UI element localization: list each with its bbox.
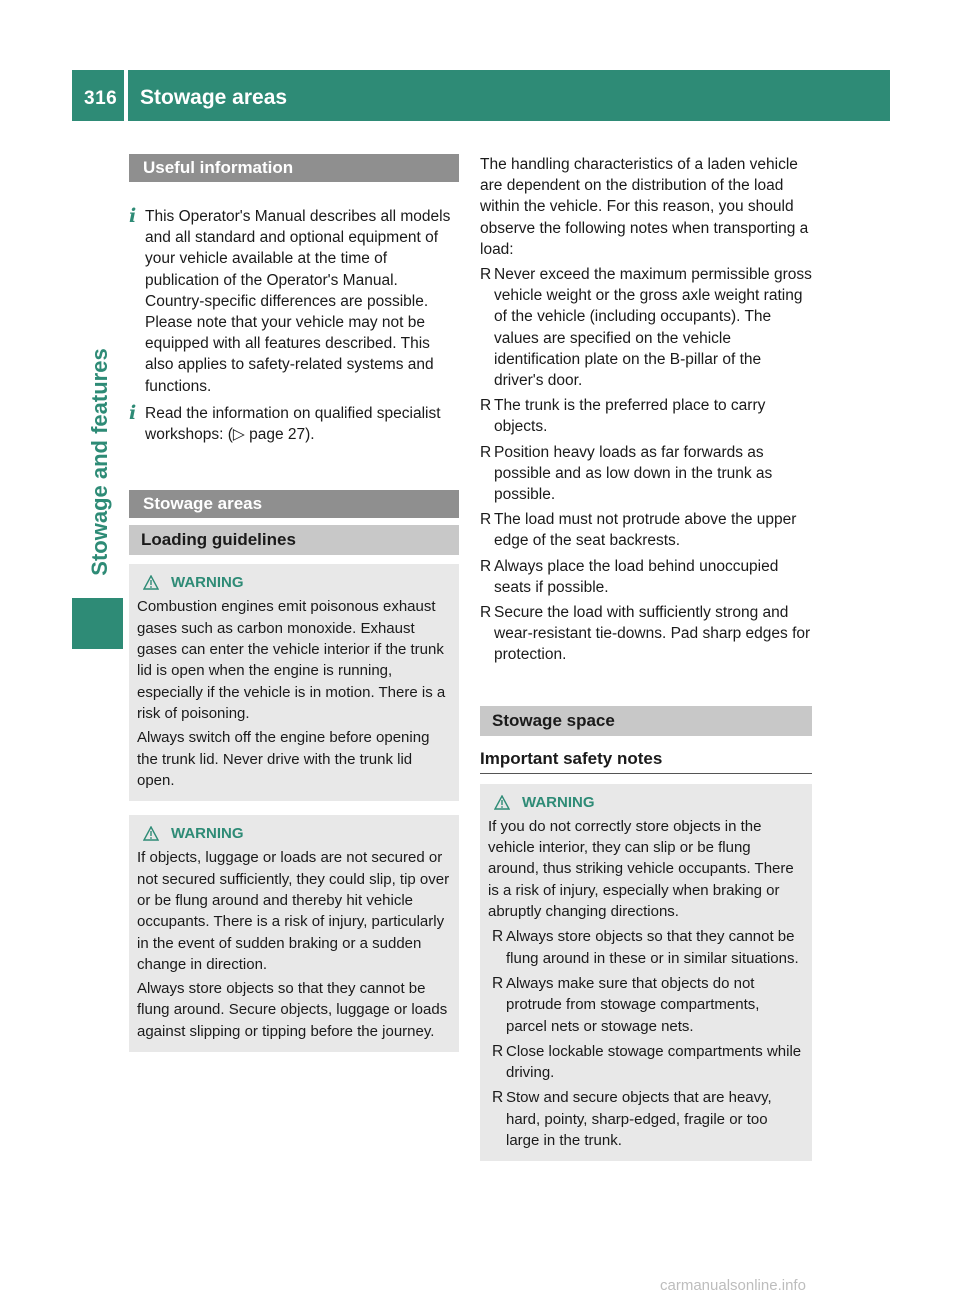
bullet-marker: R [480,604,492,622]
warning-triangle-icon [494,795,510,810]
bullet-marker: R [492,928,504,946]
page-title: Stowage areas [140,86,288,109]
section-heading-text: Useful information [143,158,294,177]
warning-box [480,784,812,1162]
warning-box [129,815,459,1052]
subsection-heading-loading-guidelines [129,525,459,555]
section-heading-stowage-areas [129,490,459,518]
bullet-marker: R [492,1042,504,1060]
warning-text: If you do not correctly store objects in the vehicle interior, they can slip or be flung around, thus striking vehicle occupants. There is a risk of injury, especially when braking or abruptly changing directions. [488,817,794,921]
chapter-side-marker [72,598,123,649]
warning-text: Always store objects so that they cannot be flung around. Secure objects, luggage or loads against slipping or tipping before the journey. [137,980,448,1040]
info-note [129,206,459,397]
list-item [492,926,804,969]
list-item-text: The load must not protrude above the upper edge of the seat backrests. [494,511,797,550]
info-icon: i [129,401,137,424]
list-item-text: Position heavy loads as far forwards as possible and as low down in the trunk as possible. [494,443,773,504]
list-item-text: Always make sure that objects do not protrude from stowage compartments, parcel nets or stowage nets. [506,974,760,1035]
bullet-marker: R [480,266,492,284]
list-item-text: Always store objects so that they cannot be flung around in these or in similar situations. [506,928,799,967]
warning-title-text: WARNING [171,574,244,592]
warning-text: Combustion engines emit poisonous exhaust gases such as carbon monoxide. Exhaust gases can enter the vehicle interior if the trunk lid is open when the engine is running, especially if the vehicle is in motion. There is a risk of poisoning. [137,598,446,722]
list-item-text: Secure the load with sufficiently strong and wear-resistant tie-downs. Pad sharp edges for protection. [494,604,811,664]
list-item [480,602,812,666]
list-item-text: Never exceed the maximum permissible gross vehicle weight or the gross axle weight rating of the vehicle (including occupants). The values are specified on the vehicle identification plate on the B-pillar of the driver's door. [494,266,812,390]
header-separator [124,70,128,121]
subsection-heading-stowage-space [480,706,812,736]
section-heading-useful-information [129,154,459,182]
info-note-text: Read the information on qualified specialist workshops: (▷ page 27). [145,404,441,444]
list-item [492,1087,804,1151]
warning-text: Always switch off the engine before opening the trunk lid. Never drive with the trunk lid open. [137,729,430,789]
list-item [480,395,812,437]
bullet-marker: R [480,443,492,461]
chapter-side-label: Stowage and features [87,348,112,576]
intro-paragraph: The handling characteristics of a laden vehicle are dependent on the distribution of the load within the vehicle. For this reason, you should observe the following notes when transporting a load: [480,156,809,258]
list-item-text: The trunk is the preferred place to carry objects. [494,397,766,436]
bullet-marker: R [480,397,492,415]
subsection-heading-text: Loading guidelines [141,530,296,550]
warning-text: If objects, luggage or loads are not secured or not secured sufficiently, they could slip, tip over or be flung around and thereby hit vehicle occupants. There is a risk of injury, particularly in the event of sudden braking or a sudden change in direction. [137,849,450,973]
info-note [129,403,459,445]
warning-title [137,823,451,844]
list-item [492,973,804,1037]
bullet-marker: R [492,974,504,992]
warning-title [137,572,451,593]
list-item-text: Close lockable stowage compartments while driving. [506,1042,802,1082]
subsection-heading-text: Stowage space [492,710,615,730]
bullet-marker: R [492,1089,504,1107]
list-item [480,264,812,391]
warning-title-text: WARNING [522,793,595,811]
list-item [480,509,812,551]
warning-title-text: WARNING [171,825,244,843]
page-number: 316 [84,88,118,109]
list-item [480,556,812,598]
left-column [129,154,459,1052]
warning-triangle-icon [143,575,159,590]
info-icon: i [129,205,137,227]
list-item [480,442,812,506]
right-column [480,154,812,1161]
watermark-text: carmanualsonline.info [660,1277,806,1294]
warning-box [129,564,459,801]
list-item-text: Stow and secure objects that are heavy, hard, pointy, sharp-edged, fragile or too large in the trunk. [506,1089,772,1150]
bullet-marker: R [480,511,492,529]
info-note-text: This Operator's Manual describes all models and all standard and optional equipment of your vehicle available at the time of publication of the Operator's Manual. Country-specific differences are possible. Please note that your vehicle may not be equipped with all features described. This also applies to safety-related systems and functions. [145,208,451,395]
warning-title [488,792,804,813]
list-item-text: Always place the load behind unoccupied seats if possible. [494,557,779,596]
heading-important-safety-notes: Important safety notes [480,745,812,774]
warning-triangle-icon [143,826,159,841]
list-item [492,1041,804,1084]
bullet-marker: R [480,557,492,575]
section-heading-text: Stowage areas [143,494,263,514]
